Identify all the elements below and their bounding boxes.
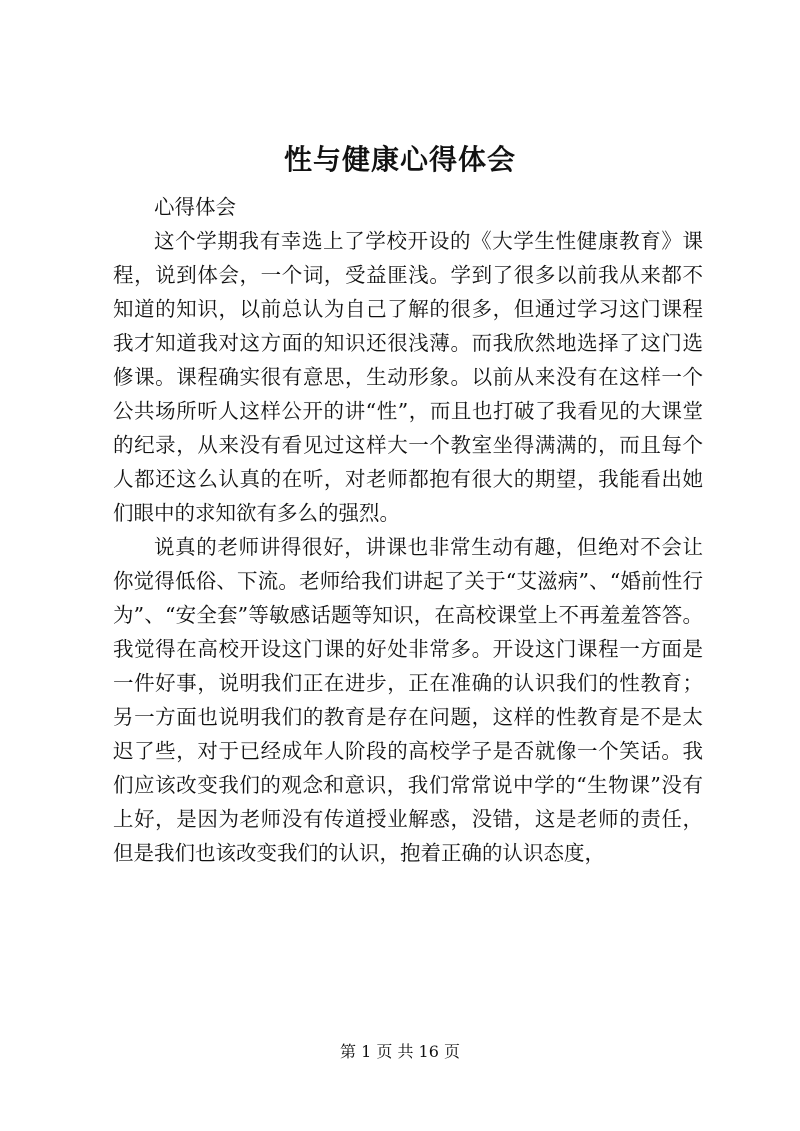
paragraph: 说真的老师讲得很好，讲课也非常生动有趣，但绝对不会让你觉得低俗、下流。老师给我们讲起了关于“艾滋病”、“婚前性行为”、“安全套”等敏感话题等知识，在高校课堂上不再羞羞答答。我觉得在高校开设这门课的好处非常多。开设这门课程一方面是一件好事，说明我们正在进步，正在准确的认识我们的性教育；另一方面也说明我们的教育是存在问题，这样的性教育是不是太迟了些，对于已经成年人阶段的高校学子是否就像一个笑话。我们应该改变我们的观念和意识，我们常常说中学的“生物课”没有上好，是因为老师没有传道授业解惑，没错，这是老师的责任，但是我们也该改变我们的认识，抱着正确的认识态度， xyxy=(113,535,703,865)
page-number-footer: 第 1 页 共 16 页 xyxy=(340,1042,460,1061)
paragraph: 这个学期我有幸选上了学校开设的《大学生性健康教育》课程，说到体会，一个词，受益匪浅。学到了很多以前我从来都不知道的知识，以前总认为自己了解的很多，但通过学习这门课程我才知道我对这方面的知识还很浅薄。而我欣然地选择了这门选修课。课程确实很有意思，生动形象。以前从来没有在这样一个公共场所听人这样公开的讲“性”，而且也打破了我看见的大课堂的纪录，从来没有看见过这样大一个教室坐得满满的，而且每个人都还这么认真的在听，对老师都抱有很大的期望，我能看出她们眼中的求知欲有多么的强烈。 xyxy=(113,229,703,525)
document-body xyxy=(113,190,703,870)
document-title: 性与健康心得体会 xyxy=(283,143,516,176)
paragraph-heading: 心得体会 xyxy=(154,195,236,219)
